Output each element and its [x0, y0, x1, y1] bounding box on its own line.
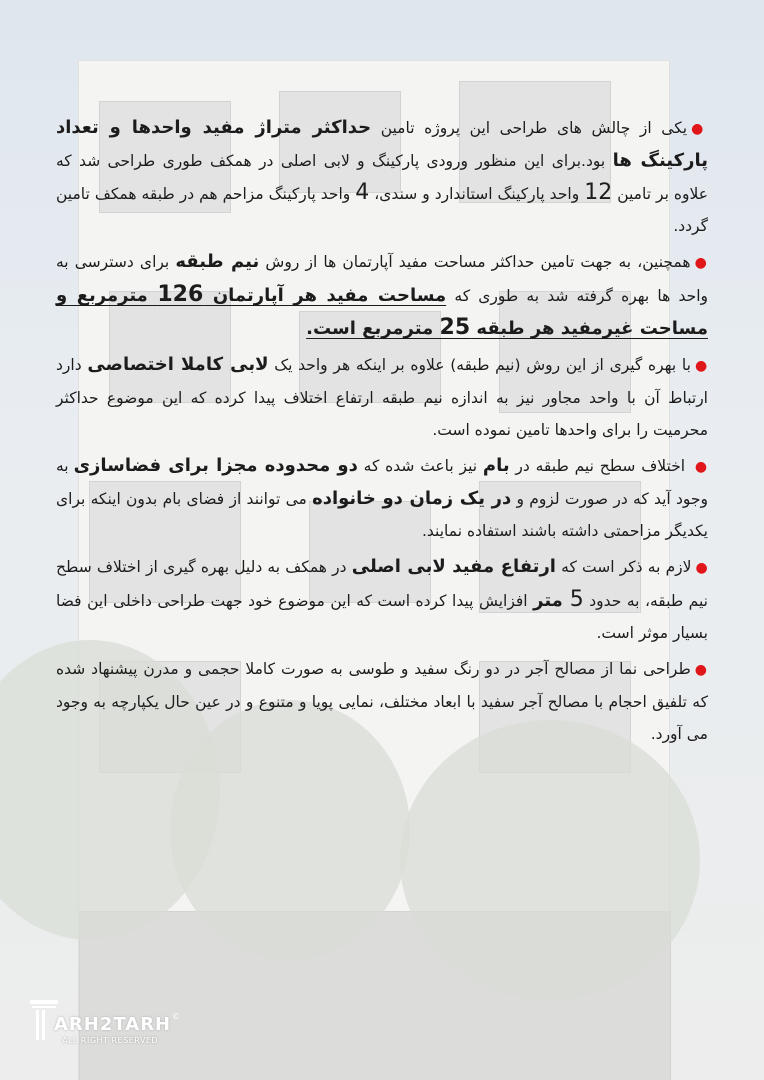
text: نیز باعث شده که — [357, 457, 483, 475]
bullet-icon: ● — [695, 560, 708, 576]
text: لازم به ذکر است که — [555, 558, 692, 576]
number: 5 — [569, 587, 584, 612]
logo-name: ARH2TARH — [54, 1014, 172, 1035]
bullet-icon: ● — [691, 121, 708, 137]
copyright-icon: © — [172, 1012, 180, 1021]
bullet-icon: ● — [694, 662, 709, 678]
text: واحد پارکینگ استاندارد و سندی، — [369, 185, 585, 203]
text: واحد پارکینگ مزاحم هم در طبقه همکف تامین گردد. — [56, 185, 708, 235]
bold-text: مترمربع است. — [306, 318, 440, 339]
bold-text: دو محدوده مجزا برای فضاسازی — [73, 455, 358, 476]
text: با بهره گیری از این روش (نیم طبقه) علاوه بر اینکه هر واحد یک — [268, 356, 691, 374]
text: بود.برای این منظور ورودی پارکینگ و لابی اصلی در همکف طوری طراحی شد که علاوه بر تامین — [56, 152, 708, 203]
text: می توانند از فضای بام بدون اینکه برای یکدیگر مزاحمتی داشته باشند استفاده نمایند. — [56, 490, 708, 540]
bold-text: بام — [482, 455, 510, 476]
text: افزایش پیدا کرده است که این موضوع خود جهت طراحی داخلی این فضا بسیار موثر است. — [56, 592, 708, 642]
number: 25 — [439, 315, 471, 340]
bold-text: نیم طبقه — [175, 251, 260, 272]
text: همچنین، به جهت تامین حداکثر مساحت مفید آپارتمان ها از روش — [259, 253, 691, 271]
number: 126 — [157, 282, 204, 307]
bold-text: مساحت مفید هر آپارتمان — [203, 285, 447, 306]
paragraph-1 — [56, 112, 708, 242]
paragraph-4 — [56, 450, 708, 547]
text: دارد ارتباط آن با واحد مجاور نیز به اندازه نیم طبقه ارتفاع اختلاف پیدا کرده که این موضوع حداکثر محرمیت را برای واحدها تامین نموده است. — [56, 356, 708, 439]
bold-text: مترمربع و مساحت غیرمفید هر طبقه — [56, 285, 708, 339]
tree — [400, 720, 700, 1000]
bold-text: لابی کاملا اختصاصی — [87, 354, 269, 375]
text: برای دسترسی به واحد ها بهره گرفته شد به طوری که — [56, 253, 708, 305]
bold-text: در یک زمان دو خانواده — [312, 488, 512, 509]
text: به وجود آید که در صورت لزوم و — [56, 457, 708, 508]
bold-text: حداکثر متراژ مفید واحدها و تعداد پارکینگ ها — [56, 117, 708, 171]
text: در همکف به دلیل بهره گیری از اختلاف سطح نیم طبقه، به حدود — [56, 558, 708, 610]
paragraph-3 — [56, 349, 708, 446]
description-text — [56, 112, 708, 754]
bullet-icon: ● — [694, 255, 708, 271]
text: طراحی نما از مصالح آجر در دو رنگ سفید و طوسی به صورت کاملا حجمی و مدرن پیشنهاد شده که تلفیق احجام با مصالح آجر سفید با ابعاد مختلف، نمایی پویا و متنوع و در عین حال یکپارچه به وجود می آورد. — [56, 660, 708, 743]
number: 4 — [355, 180, 370, 205]
paragraph-6 — [56, 653, 708, 750]
bold-text: متر — [533, 590, 570, 611]
text: یکی از چالش های طراحی این پروژه تامین — [371, 119, 688, 137]
paragraph-5 — [56, 551, 708, 649]
bold-text: ارتفاع مفید لابی اصلی — [351, 556, 556, 577]
text: اختلاف سطح نیم طبقه در — [509, 457, 691, 475]
logo-tagline: ALL RIGHT RESERVED — [62, 1036, 159, 1045]
bullet-icon: ● — [694, 459, 709, 475]
paragraph-2 — [56, 246, 708, 345]
brand-logo — [30, 1000, 180, 1050]
number: 12 — [584, 180, 613, 205]
bullet-icon: ● — [694, 358, 708, 374]
